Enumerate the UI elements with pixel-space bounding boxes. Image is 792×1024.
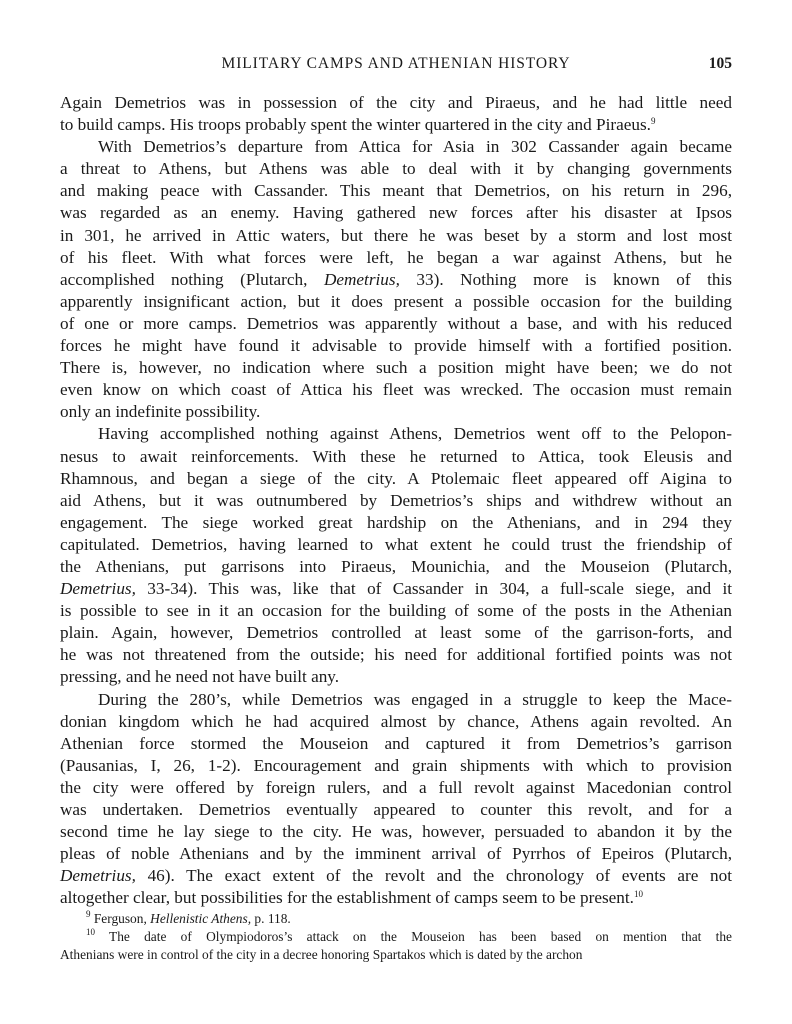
footnote-marker: 10 [633,889,643,900]
text-run: Athenians were in control of the city in a decree honoring Spartakos which is dated by the archon [60,947,583,962]
text-line [60,644,732,666]
text-line [60,711,732,733]
text-line [60,689,732,711]
text-run: plain. Again, however, Demetrios controlled at least some of the garrison-forts, and [60,623,732,643]
text-line [60,180,732,202]
text-run: Having accomplished nothing against Athens, Demetrios went off to the Pelopon- [98,424,732,444]
text-run: he was not threatened from the outside; his need for additional fortified points was not [60,645,732,665]
text-run: The date of Olympiodoros’s attack on the Mouseion has been based on mention that the [95,929,732,944]
text-run: Athenian force stormed the Mouseion and captured it from Demetrios’s garrison [60,733,732,753]
text-line [60,821,732,843]
text-run: was undertaken. Demetrios eventually appeared to counter this revolt, and for a [60,800,732,819]
text-line [60,755,732,777]
text-line [60,490,732,512]
text-line [60,158,732,180]
text-line [60,946,732,964]
text-line [60,600,732,622]
text-line [60,136,732,158]
text-run: and making peace with Cassander. This meant that Demetrios, on his return in 296, [60,181,732,201]
text-run: aid Athens, but it was outnumbered by Demetrios’s ships and withdrew without an [60,490,732,510]
text-run: Again Demetrios was in possession of the city and Piraeus, and he had little need [60,93,732,112]
running-header [60,52,732,78]
text-line [60,114,732,136]
text-line [60,92,732,114]
text-run: nesus to await reinforcements. With these he returned to Attica, took Eleusis and [60,446,732,466]
text-run: altogether clear, but possibilities for the establishment of camps seem to be present. [60,888,634,908]
text-line [60,578,732,600]
text-run: is possible to see in it an occasion for the building of some of the posts in the Athenian [60,601,732,621]
italic-title: Hellenistic Athens, [150,911,252,926]
footnote-1 [60,910,732,928]
footnote-marker: 9 [650,116,656,127]
page-number: 105 [708,55,732,72]
text-run: pressing, and he need not have built any. [60,667,340,687]
text-run: There is, however, no indication where such a position might have been; we do not [60,358,732,378]
body-text [60,92,732,909]
text-run: even know on which coast of Attica his fleet was wrecked. The occasion must remain [60,380,732,400]
text-run: forces he might have found it advisable to provide himself with a fortified position. [60,336,732,356]
text-line [60,247,732,269]
text-line [60,313,732,335]
text-run: of one or more camps. Demetrios was apparently without a base, and with his reduced [60,313,732,333]
italic-title: Demetrius, [323,269,400,289]
running-title: MILITARY CAMPS AND ATHENIAN HISTORY [221,55,571,72]
text-line [60,666,732,688]
text-run: to build camps. His troops probably spent the winter quartered in the city and Piraeus. [60,115,651,135]
italic-title: Demetrius, [60,579,136,599]
text-run: second time he lay siege to the city. He was, however, persuaded to abandon it by the [60,822,732,842]
text-run: 46). The exact extent of the revolt and the chronology of events are not [135,866,732,886]
text-line [60,401,732,423]
text-line [60,534,732,556]
text-run: Ferguson, [90,911,151,926]
text-line [60,357,732,379]
text-line [60,777,732,799]
text-line [60,910,732,928]
text-line [60,202,732,224]
text-run: the city were offered by foreign rulers, and a full revolt against Macedonian control [60,777,732,797]
text-line [60,928,732,946]
text-run: (Pausanias, I, 26, 1-2). Encouragement and grain shipments with which to provision [60,755,732,775]
footnote-marker: 10 [86,927,95,937]
text-line [60,733,732,755]
footnote-marker: 9 [86,909,91,919]
text-line [60,269,732,291]
footnote-2 [60,928,732,964]
paragraph-3 [60,423,732,688]
text-run: a threat to Athens, but Athens was able to deal with it by changing governments [60,159,732,179]
text-run: was regarded as an enemy. Having gathered new forces after his disaster at Ipsos [60,203,732,223]
text-run: of his fleet. With what forces were left, he began a war against Athens, but he [60,247,732,267]
text-run: With Demetrios’s departure from Attica for Asia in 302 Cassander again became [98,137,732,157]
text-line [60,799,732,821]
text-run: in 301, he arrived in Attic waters, but there he was beset by a storm and lost most [60,225,732,245]
text-line [60,423,732,445]
text-line [60,843,732,865]
text-run: During the 280’s, while Demetrios was engaged in a struggle to keep the Mace- [98,689,732,709]
paragraph-4 [60,689,732,910]
text-line [60,379,732,401]
text-run: the Athenians, put garrisons into Piraeus, Mounichia, and the Mouseion (Plutarch, [60,556,732,576]
text-run: apparently insignificant action, but it does present a possible occasion for the building [60,291,732,311]
paragraph-2 [60,136,732,423]
text-line [60,622,732,644]
text-line [60,291,732,313]
text-run: capitulated. Demetrios, having learned to what extent he could trust the friendship of [60,534,732,554]
italic-title: Demetrius, [60,866,136,886]
text-line [60,468,732,490]
text-run: donian kingdom which he had acquired almost by chance, Athens again revolted. An [60,711,732,731]
text-run: p. 118. [251,911,291,926]
text-line [60,446,732,468]
text-line [60,556,732,578]
text-run: only an indefinite possibility. [60,402,261,422]
text-run: 33-34). This was, like that of Cassander in 304, a full-scale siege, and it [135,579,732,599]
text-run: 33). Nothing more is known of this [399,269,732,289]
text-run: accomplished nothing (Plutarch, [60,269,324,289]
text-line [60,335,732,357]
text-run: engagement. The siege worked great hardship on the Athenians, and in 294 they [60,512,732,532]
text-line [60,225,732,247]
text-run: Rhamnous, and began a siege of the city. A Ptolemaic fleet appeared off Aigina to [60,468,732,488]
paragraph-1 [60,92,732,136]
text-line [60,512,732,534]
text-line [60,865,732,887]
text-line [60,887,732,909]
text-run: pleas of noble Athenians and by the imminent arrival of Pyrrhos of Epeiros (Plutarch, [60,844,732,864]
footnotes [60,910,732,964]
